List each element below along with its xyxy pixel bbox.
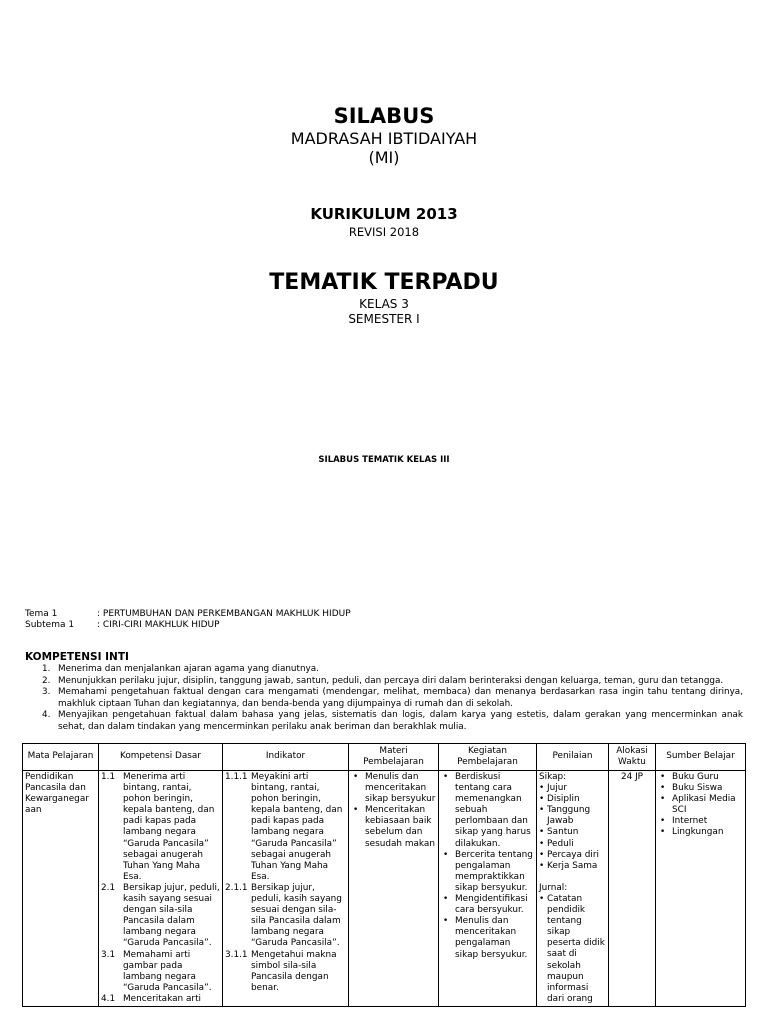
ki-item: 1. Menerima dan menjalankan ajaran agama yang dianutnya.: [42, 664, 319, 674]
indikator-item: 2.1.1 Bersikap jujur, peduli, kasih sayang sesuai dengan sila-sila Pancasila dalam lambang negara “Garuda Pancasila”.: [225, 882, 342, 949]
header-mapel: Mata Pelajaran: [23, 744, 99, 771]
mapel-cell: Pendidikan Pancasila dan Kewarganegar aan: [23, 771, 99, 1007]
header-indikator: Indikator: [223, 744, 349, 771]
subtema-value: : CIRI-CIRI MAKHLUK HIDUP: [97, 620, 220, 630]
table-row: [23, 771, 746, 1007]
section-subtitle: SILABUS TEMATIK KELAS III: [318, 455, 450, 465]
header-kegiatan: Kegiatan Pembelajaran: [439, 744, 537, 771]
sumber-item: • Lingkungan: [658, 827, 743, 838]
table-header-row: [23, 744, 746, 771]
sumber-item: • Buku Siswa: [658, 783, 743, 794]
indikator-item: 3.1.1 Mengetahui makna simbol sila-sila Pancasila dengan benar.: [225, 949, 337, 993]
sikap-label: Sikap:: [539, 772, 567, 782]
kd-item: 4.1 Menceritakan arti: [101, 993, 202, 1004]
kd-cell: [99, 771, 223, 1007]
kd-item: 3.1 Memahami arti gambar pada lambang negara “Garuda Pancasila”.: [101, 949, 212, 993]
semester-label: SEMESTER I: [348, 312, 420, 326]
kegiatan-cell: [439, 771, 537, 1007]
kegiatan-item: • Bercerita tentang pengalaman mempraktikkan sikap bersyukur.: [441, 850, 534, 894]
sumber-item: • Aplikasi Media SCI: [658, 794, 743, 816]
tema-label: Tema 1: [25, 609, 58, 619]
subject-title: TEMATIK TERPADU: [269, 270, 499, 295]
revisi-label: REVISI 2018: [348, 225, 420, 239]
sikap-item: • Jujur: [539, 783, 606, 794]
ki-item: 3. Memahami pengetahuan faktual dengan cara mengamati (mendengar, melihat, membaca) dan menanya berdasarkan rasa ingin tahu tentang dirinya, makhluk ciptaan Tuhan dan kegiatannya, dan benda-benda yang dijumpainya di rumah dan di sekolah.: [42, 687, 743, 709]
header-kd: Kompetensi Dasar: [99, 744, 223, 771]
kd-item: 1.1 Menerima arti bintang, rantai, pohon beringin, kepala banteng, dan padi kapas pada lambang negara “Garuda Pancasila” sebagai anugerah Tuhan Yang Maha Esa.: [101, 772, 215, 882]
sikap-item: • Percaya diri: [539, 850, 606, 861]
header-alokasi: Alokasi Waktu: [609, 744, 656, 771]
jurnal-label: Jurnal:: [539, 882, 568, 893]
kegiatan-item: • Berdiskusi tentang cara memenangkan sebuah perlombaan dan sikap yang harus dilakukan.: [441, 772, 534, 850]
madrasah-name: MADRASAH IBTIDAIYAH: [290, 129, 478, 148]
jurnal-item: • Catatan pendidik tentang sikap peserta didik saat di sekolah maupun informasi dari orang: [539, 894, 606, 1005]
sumber-item: • Internet: [658, 816, 743, 827]
silabus-table: [22, 743, 746, 1007]
sikap-item: • Kerja Sama: [539, 861, 606, 872]
tema-value: : PERTUMBUHAN DAN PERKEMBANGAN MAKHLUK HIDUP: [97, 609, 351, 619]
alokasi-cell: 24 JP: [609, 771, 656, 1007]
materi-item: • Menulis dan menceritakan sikap bersyukur: [351, 772, 436, 805]
indikator-item: 1.1.1 Meyakini arti bintang, rantai, pohon beringin, kepala banteng, dan padi kapas pada lambang negara “Garuda Pancasila” sebagai anugerah Tuhan Yang Maha Esa.: [225, 772, 343, 882]
kompetensi-inti-list: [25, 664, 743, 734]
indikator-cell: [223, 771, 349, 1007]
kd-item: 2.1 Bersikap jujur, peduli, kasih sayang sesuai dengan sila-sila Pancasila dalam lambang negara “Garuda Pancasila”.: [101, 882, 220, 949]
sikap-item: • Santun: [539, 827, 606, 838]
sumber-item: • Buku Guru: [658, 772, 743, 783]
sumber-cell: [656, 771, 746, 1007]
header-materi: Materi Pembelajaran: [349, 744, 439, 771]
document-title: SILABUS: [333, 104, 435, 128]
kompetensi-inti-heading: KOMPETENSI INTI: [25, 651, 129, 663]
madrasah-abbr: (MI): [368, 148, 400, 167]
penilaian-cell: [537, 771, 609, 1007]
kelas-label: KELAS 3: [359, 297, 409, 311]
sikap-item: • Peduli: [539, 839, 606, 850]
sikap-item: • Disiplin: [539, 794, 606, 805]
kegiatan-item: • Mengidentifikasi cara bersyukur.: [441, 894, 534, 916]
materi-item: • Menceritakan kebiasaan baik sebelum dan sesudah makan: [351, 805, 436, 849]
ki-item: 4. Menyajikan pengetahuan faktual dalam bahasa yang jelas, sistematis dan logis, dalam karya yang estetis, dalam gerakan yang mencerminkan anak sehat, dan dalam tindakan yang mencerminkan perilaku anak beriman dan berakhlak mulia.: [42, 710, 743, 732]
kegiatan-item: • Menulis dan menceritakan pengalaman sikap bersyukur.: [441, 916, 534, 960]
materi-cell: [349, 771, 439, 1007]
header-penilaian: Penilaian: [537, 744, 609, 771]
ki-item: 2. Menunjukkan perilaku jujur, disiplin, tanggung jawab, santun, peduli, dan percaya diri dalam berinteraksi dengan keluarga, teman, guru dan tetangga.: [42, 675, 724, 686]
sikap-item: • Tanggung Jawab: [539, 805, 606, 827]
kurikulum-title: KURIKULUM 2013: [310, 205, 458, 223]
subtema-label: Subtema 1: [25, 620, 75, 630]
header-sumber: Sumber Belajar: [656, 744, 746, 771]
